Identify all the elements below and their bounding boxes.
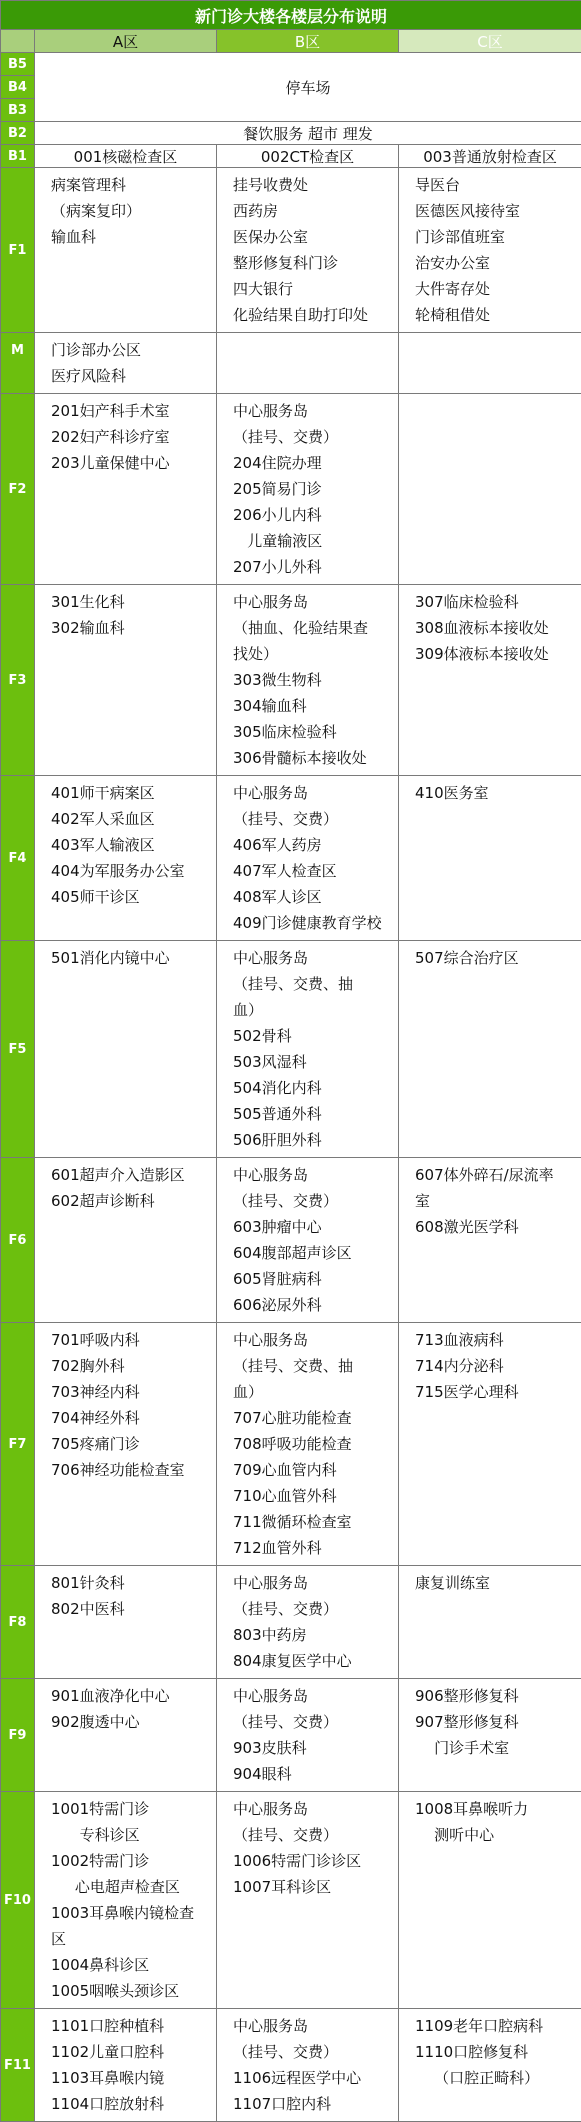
department-entry: 706神经功能检查室 [51,1457,214,1483]
floor-label-f10: F10 [1,1792,35,2009]
department-entry: 中心服务岛 [233,1327,396,1353]
department-entry: 中心服务岛 [233,398,396,424]
floor-row [1,1158,581,1323]
department-entry: （抽血、化验结果查 [233,615,396,641]
department-entry: （挂号、交费、抽 [233,971,396,997]
department-entry: 710心血管外科 [233,1483,396,1509]
department-entry: 中心服务岛 [233,1570,396,1596]
department-entry: 区 [51,1926,214,1952]
department-entry: （挂号、交费、抽 [233,1353,396,1379]
department-entry: 化验结果自助打印处 [233,302,396,328]
department-entry: 902腹透中心 [51,1709,214,1735]
department-entry: 608激光医学科 [415,1214,579,1240]
area-cell-b [217,333,399,394]
department-entry: 715医学心理科 [415,1379,579,1405]
department-entry: （挂号、交费） [233,1709,396,1735]
department-entry: 707心脏功能检查 [233,1405,396,1431]
department-entry: 207小儿外科 [233,554,396,580]
floor-label-b1: B1 [1,145,35,168]
area-cell-b [217,776,399,941]
department-entry: 801针灸科 [51,1570,214,1596]
department-entry: 202妇产科诊疗室 [51,424,214,450]
department-entry: 603肿瘤中心 [233,1214,396,1240]
department-entry: 治安办公室 [415,250,579,276]
department-entry: 1107口腔内科 [233,2091,396,2117]
floor-label-f7: F7 [1,1323,35,1566]
department-entry: 401师干病案区 [51,780,214,806]
department-entry: 407军人检查区 [233,858,396,884]
department-entry: 输血科 [51,224,214,250]
department-entry: 405师干诊区 [51,884,214,910]
area-cell-b [217,1158,399,1323]
department-entry: （口腔正畸科） [415,2065,579,2091]
department-entry: 303微生物科 [233,667,396,693]
department-entry: 中心服务岛 [233,945,396,971]
floor-label-f9: F9 [1,1679,35,1792]
floor-row [1,941,581,1158]
column-header-a: A区 [35,30,217,53]
department-entry: 血） [233,1379,396,1405]
department-entry: 门诊部值班室 [415,224,579,250]
department-entry: 714内分泌科 [415,1353,579,1379]
department-entry: 203儿童保健中心 [51,450,214,476]
department-entry: 907整形修复科 [415,1709,579,1735]
department-entry: 血） [233,997,396,1023]
department-entry: 505普通外科 [233,1101,396,1127]
department-entry: 中心服务岛 [233,2013,396,2039]
department-entry: 轮椅租借处 [415,302,579,328]
b1-area-a: 001核磁检查区 [35,145,217,168]
department-entry: 410医务室 [415,780,579,806]
department-entry: 804康复医学中心 [233,1648,396,1674]
department-entry: 1006特需门诊诊区 [233,1848,396,1874]
area-cell-c [399,941,581,1158]
floor-label-f3: F3 [1,585,35,776]
department-entry: 901血液净化中心 [51,1683,214,1709]
floor-label-b4: B4 [1,76,35,99]
department-entry: 402军人采血区 [51,806,214,832]
department-entry: 904眼科 [233,1761,396,1787]
floor-label-f5: F5 [1,941,35,1158]
floor-row [1,1679,581,1792]
department-entry: 802中医科 [51,1596,214,1622]
department-entry: 1007耳科诊区 [233,1874,396,1900]
area-cell-b [217,168,399,333]
area-cell-c [399,333,581,394]
column-header-c: C区 [399,30,581,53]
department-entry: 1002特需门诊 [51,1848,214,1874]
department-entry: 1104口腔放射科 [51,2091,214,2117]
department-entry: 205简易门诊 [233,476,396,502]
parking-area: 停车场 [35,53,581,122]
department-entry: 704神经外科 [51,1405,214,1431]
b1-area-c: 003普通放射检查区 [399,145,581,168]
floor-label-b2: B2 [1,122,35,145]
floor-row [1,2009,581,2122]
department-entry: 医德医风接待室 [415,198,579,224]
area-cell-c [399,394,581,585]
floor-label-b3: B3 [1,99,35,122]
department-entry: 507综合治疗区 [415,945,579,971]
department-entry: 705疼痛门诊 [51,1431,214,1457]
floor-label-f11: F11 [1,2009,35,2122]
department-entry: 1106远程医学中心 [233,2065,396,2091]
area-cell-b [217,1679,399,1792]
area-cell-b [217,585,399,776]
department-entry: 医疗风险科 [51,363,214,389]
department-entry: 医保办公室 [233,224,396,250]
department-entry: （挂号、交费） [233,424,396,450]
department-entry: 302输血科 [51,615,214,641]
department-entry: 306骨髓标本接收处 [233,745,396,771]
department-entry: 206小儿内科 [233,502,396,528]
area-cell-b [217,1792,399,2009]
department-entry: 大件寄存处 [415,276,579,302]
department-entry: （病案复印） [51,198,214,224]
page-title: 新门诊大楼各楼层分布说明 [1,1,581,30]
department-entry: 308血液标本接收处 [415,615,579,641]
department-entry: 儿童输液区 [233,528,396,554]
department-entry: 1004鼻科诊区 [51,1952,214,1978]
department-entry: 503风湿科 [233,1049,396,1075]
department-entry: 711微循环检查室 [233,1509,396,1535]
floor-label-f2: F2 [1,394,35,585]
department-entry: 601超声介入造影区 [51,1162,214,1188]
department-entry: 605肾脏病科 [233,1266,396,1292]
area-cell-a [35,776,217,941]
department-entry: （挂号、交费） [233,1188,396,1214]
area-cell-a [35,333,217,394]
department-entry: 201妇产科手术室 [51,398,214,424]
department-entry: 713血液病科 [415,1327,579,1353]
area-cell-a [35,168,217,333]
floor-label-b5: B5 [1,53,35,76]
department-entry: 挂号收费处 [233,172,396,198]
department-entry: 1003耳鼻喉内镜检查 [51,1900,214,1926]
department-entry: 1109老年口腔病科 [415,2013,579,2039]
area-cell-c [399,776,581,941]
floor-row [1,585,581,776]
area-cell-a [35,394,217,585]
area-cell-a [35,585,217,776]
area-cell-c [399,1323,581,1566]
floor-label-f1: F1 [1,168,35,333]
department-entry: 408军人诊区 [233,884,396,910]
department-entry: 301生化科 [51,589,214,615]
area-cell-a [35,1566,217,1679]
floor-row [1,1323,581,1566]
floor-row [1,394,581,585]
department-entry: 1008耳鼻喉听力 [415,1796,579,1822]
area-cell-b [217,1566,399,1679]
department-entry: 中心服务岛 [233,780,396,806]
department-entry: 606泌尿外科 [233,1292,396,1318]
area-cell-a [35,1679,217,1792]
header-corner [1,30,35,53]
b2-services: 餐饮服务 超市 理发 [35,122,581,145]
department-entry: 1101口腔种植科 [51,2013,214,2039]
department-entry: 403军人输液区 [51,832,214,858]
department-entry: 室 [415,1188,579,1214]
area-cell-c [399,1679,581,1792]
department-entry: 中心服务岛 [233,1683,396,1709]
department-entry: 506肝胆外科 [233,1127,396,1153]
department-entry: （挂号、交费） [233,1596,396,1622]
department-entry: 1005咽喉头颈诊区 [51,1978,214,2004]
department-entry: 712血管外科 [233,1535,396,1561]
floor-row [1,1792,581,2009]
department-entry: 整形修复科门诊 [233,250,396,276]
department-entry: 607体外碎石/尿流率 [415,1162,579,1188]
department-entry: （挂号、交费） [233,1822,396,1848]
department-entry: 906整形修复科 [415,1683,579,1709]
floor-label-f4: F4 [1,776,35,941]
department-entry: 709心血管内科 [233,1457,396,1483]
department-entry: 501消化内镜中心 [51,945,214,971]
department-entry: 305临床检验科 [233,719,396,745]
department-entry: 测听中心 [415,1822,579,1848]
department-entry: 西药房 [233,198,396,224]
area-cell-b [217,941,399,1158]
department-entry: 903皮肤科 [233,1735,396,1761]
area-cell-c [399,1158,581,1323]
floor-row [1,333,581,394]
area-cell-c [399,168,581,333]
floor-label-f6: F6 [1,1158,35,1323]
floor-label-m: M [1,333,35,394]
department-entry: 1103耳鼻喉内镜 [51,2065,214,2091]
department-entry: 604腹部超声诊区 [233,1240,396,1266]
area-cell-c [399,585,581,776]
area-cell-c [399,1566,581,1679]
area-cell-a [35,1158,217,1323]
area-cell-a [35,1792,217,2009]
department-entry: 中心服务岛 [233,1796,396,1822]
area-cell-a [35,941,217,1158]
department-entry: 找处） [233,641,396,667]
department-entry: 307临床检验科 [415,589,579,615]
department-entry: 701呼吸内科 [51,1327,214,1353]
area-cell-c [399,1792,581,2009]
department-entry: 803中药房 [233,1622,396,1648]
department-entry: 404为军服务办公室 [51,858,214,884]
department-entry: 1102儿童口腔科 [51,2039,214,2065]
department-entry: 中心服务岛 [233,1162,396,1188]
department-entry: 心电超声检查区 [51,1874,214,1900]
department-entry: 502骨科 [233,1023,396,1049]
department-entry: 1001特需门诊 [51,1796,214,1822]
department-entry: 708呼吸功能检查 [233,1431,396,1457]
area-cell-b [217,394,399,585]
department-entry: 703神经内科 [51,1379,214,1405]
area-cell-b [217,1323,399,1566]
department-entry: 309体液标本接收处 [415,641,579,667]
column-header-b: B区 [217,30,399,53]
department-entry: 406军人药房 [233,832,396,858]
department-entry: 导医台 [415,172,579,198]
department-entry: 专科诊区 [51,1822,214,1848]
department-entry: 门诊手术室 [415,1735,579,1761]
area-cell-b [217,2009,399,2122]
floor-row [1,168,581,333]
department-entry: 504消化内科 [233,1075,396,1101]
department-entry: 409门诊健康教育学校 [233,910,396,936]
department-entry: 病案管理科 [51,172,214,198]
department-entry: 康复训练室 [415,1570,579,1596]
department-entry: 1110口腔修复科 [415,2039,579,2065]
department-entry: 门诊部办公区 [51,337,214,363]
floor-row [1,776,581,941]
area-cell-a [35,2009,217,2122]
department-entry: 四大银行 [233,276,396,302]
department-entry: 204住院办理 [233,450,396,476]
floor-row [1,1566,581,1679]
area-cell-a [35,1323,217,1566]
department-entry: 中心服务岛 [233,589,396,615]
department-entry: （挂号、交费） [233,806,396,832]
b1-area-b: 002CT检查区 [217,145,399,168]
department-entry: 304输血科 [233,693,396,719]
floor-label-f8: F8 [1,1566,35,1679]
department-entry: 702胸外科 [51,1353,214,1379]
department-entry: （挂号、交费） [233,2039,396,2065]
department-entry: 602超声诊断科 [51,1188,214,1214]
area-cell-c [399,2009,581,2122]
